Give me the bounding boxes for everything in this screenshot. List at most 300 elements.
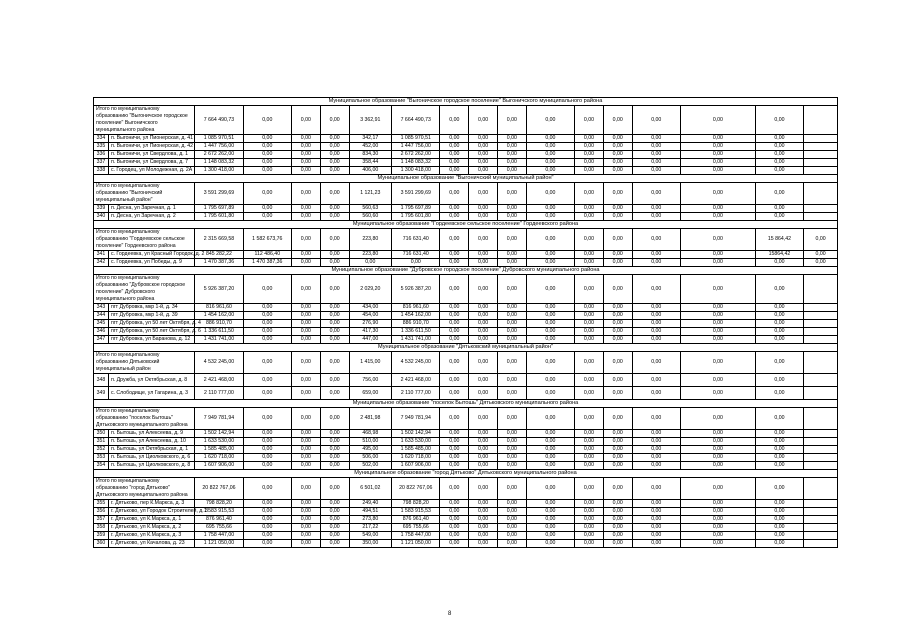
row-value: 273,80	[349, 516, 392, 524]
row-value: 659,00	[349, 387, 392, 400]
row-number: 341	[94, 251, 109, 259]
row-value: 0,00	[575, 312, 604, 320]
row-value	[804, 159, 838, 167]
summary-value	[804, 106, 838, 135]
summary-value: 0,00	[469, 229, 498, 251]
row-value: 0,00	[755, 374, 803, 387]
row-value: 0,00	[603, 135, 632, 143]
row-value: 0,00	[804, 259, 838, 267]
row-address: п. Выгоничи, ул Пионерская, д. 42	[108, 143, 194, 151]
row-value: 0,00	[497, 336, 526, 344]
row-value: 0,00	[575, 259, 604, 267]
row-value: 0,00	[575, 143, 604, 151]
row-value: 0,00	[320, 532, 349, 540]
row-value: 0,00	[497, 524, 526, 532]
row-value: 0,00	[755, 159, 803, 167]
row-value: 0,00	[603, 151, 632, 159]
row-value: 0,00	[291, 446, 320, 454]
row-value: 0,00	[243, 213, 291, 221]
summary-value: 0,00	[243, 352, 291, 374]
row-value: 0,00	[603, 205, 632, 213]
summary-value: 0,00	[632, 275, 680, 304]
section-title-row	[94, 470, 838, 478]
summary-value: 0,00	[680, 183, 755, 205]
summary-value: 0,00	[632, 352, 680, 374]
row-address: п. Бытошь, ул Октябрьская, д. 1	[108, 446, 194, 454]
row-value: 0,00	[680, 135, 755, 143]
row-value: 0,00	[349, 259, 392, 267]
row-address: пгт Дубровка, ул Баранова, д. 12	[108, 336, 194, 344]
table-row	[94, 135, 838, 143]
table-row	[94, 151, 838, 159]
summary-value: 0,00	[440, 275, 469, 304]
row-value	[804, 213, 838, 221]
row-value: 0,00	[575, 167, 604, 175]
row-value: 0,00	[632, 508, 680, 516]
row-value: 0,00	[603, 532, 632, 540]
row-value: 0,00	[440, 159, 469, 167]
row-value: 549,00	[349, 532, 392, 540]
summary-value: 0,00	[291, 478, 320, 500]
row-value: 0,00	[243, 500, 291, 508]
row-value: 0,00	[469, 430, 498, 438]
row-value: 2 672 262,00	[392, 151, 440, 159]
row-value: 0,00	[526, 508, 574, 516]
summary-value	[804, 408, 838, 430]
summary-label: Итого по муниципальному образованию "Гордеевское сельское поселение" Гордеевского района	[94, 229, 195, 251]
row-value: 0,00	[755, 532, 803, 540]
summary-label: Итого по муниципальному образованию Дятьковский муниципальный район	[94, 352, 195, 374]
row-value	[804, 328, 838, 336]
row-value: 2 672 262,00	[195, 151, 243, 159]
table-row	[94, 328, 838, 336]
section-summary-row	[94, 106, 838, 135]
section-summary-row	[94, 408, 838, 430]
row-value: 0,00	[603, 320, 632, 328]
row-value: 0,00	[526, 213, 574, 221]
row-value: 406,00	[349, 167, 392, 175]
table-row	[94, 312, 838, 320]
row-value: 0,00	[497, 328, 526, 336]
row-value: 0,00	[469, 540, 498, 548]
row-value: 0,00	[440, 151, 469, 159]
row-value: 0,00	[603, 446, 632, 454]
row-value: 0,00	[243, 320, 291, 328]
row-value: 0,00	[680, 167, 755, 175]
row-value: 0,00	[497, 430, 526, 438]
row-value: 0,00	[320, 454, 349, 462]
row-value: 2 110 777,00	[392, 387, 440, 400]
summary-value: 3 591 299,69	[392, 183, 440, 205]
row-value: 0,00	[320, 336, 349, 344]
row-value: 0,00	[243, 167, 291, 175]
row-value: 0,00	[526, 532, 574, 540]
row-value: 0,00	[603, 540, 632, 548]
row-value	[804, 143, 838, 151]
row-value	[804, 336, 838, 344]
summary-value: 0,00	[440, 106, 469, 135]
row-value	[804, 540, 838, 548]
row-value: 0,00	[291, 135, 320, 143]
summary-value: 0,00	[497, 183, 526, 205]
row-value: 1 470 387,36	[243, 259, 291, 267]
row-value: 1 121 050,00	[195, 540, 243, 548]
summary-value: 0,00	[526, 352, 574, 374]
row-value: 0,00	[392, 259, 440, 267]
row-address: г. Дятьково, ул К.Маркса, д. 2	[108, 524, 194, 532]
row-value: 0,00	[526, 304, 574, 312]
row-value	[804, 446, 838, 454]
row-value: 0,00	[497, 540, 526, 548]
summary-value: 0,00	[603, 275, 632, 304]
row-value: 494,51	[349, 508, 392, 516]
row-value: 0,00	[632, 516, 680, 524]
row-value: 0,00	[440, 213, 469, 221]
row-value: 1 795 601,80	[392, 213, 440, 221]
row-value: 0,00	[755, 462, 803, 470]
row-value: 0,00	[469, 151, 498, 159]
row-value: 0,00	[632, 151, 680, 159]
row-value: 0,00	[632, 446, 680, 454]
summary-value: 3 362,91	[349, 106, 392, 135]
row-value: 1 585 485,00	[195, 446, 243, 454]
summary-value: 0,00	[320, 229, 349, 251]
row-value: 0,00	[497, 516, 526, 524]
row-value: 0,00	[469, 524, 498, 532]
row-value: 0,00	[440, 500, 469, 508]
row-number: 350	[94, 430, 109, 438]
summary-value: 0,00	[575, 275, 604, 304]
row-value: 495,00	[349, 446, 392, 454]
row-value	[804, 532, 838, 540]
row-value: 0,00	[632, 312, 680, 320]
summary-value: 0,00	[603, 408, 632, 430]
summary-label: Итого по муниципальному образованию "поселок Бытошь" Дятьковского муниципального района	[94, 408, 195, 430]
row-value: 0,00	[320, 159, 349, 167]
row-value: 0,00	[320, 205, 349, 213]
summary-value: 0,00	[680, 229, 755, 251]
section-title-row	[94, 267, 838, 275]
row-value: 756,00	[349, 374, 392, 387]
row-value: 834,30	[349, 151, 392, 159]
row-value: 0,00	[680, 328, 755, 336]
row-value: 0,00	[575, 151, 604, 159]
row-value: 0,00	[440, 320, 469, 328]
row-value: 0,00	[575, 135, 604, 143]
row-address: п. Десна, ул Заречная, д. 2	[108, 213, 194, 221]
row-value: 0,00	[291, 213, 320, 221]
table-row	[94, 213, 838, 221]
row-value: 0,00	[526, 205, 574, 213]
row-value: 0,00	[680, 508, 755, 516]
row-value: 0,00	[440, 374, 469, 387]
row-value: 1 336 611,50	[195, 328, 243, 336]
row-value: 0,00	[243, 540, 291, 548]
row-value: 0,00	[575, 251, 604, 259]
summary-value: 0,00	[680, 352, 755, 374]
row-value: 0,00	[440, 205, 469, 213]
row-value: 0,00	[440, 454, 469, 462]
table-row	[94, 251, 838, 259]
row-value: 0,00	[243, 462, 291, 470]
section-title-row	[94, 400, 838, 408]
row-number: 339	[94, 205, 109, 213]
row-value: 112 486,40	[243, 251, 291, 259]
summary-value: 0,00	[291, 106, 320, 135]
row-number: 358	[94, 524, 109, 532]
row-value: 0,00	[526, 516, 574, 524]
row-value: 0,00	[575, 532, 604, 540]
row-value: 0,00	[243, 336, 291, 344]
row-value	[804, 135, 838, 143]
row-value: 0,00	[440, 304, 469, 312]
summary-value: 0,00	[497, 275, 526, 304]
row-value: 0,00	[755, 500, 803, 508]
row-number: 343	[94, 304, 109, 312]
row-value: 0,00	[320, 540, 349, 548]
row-value: 0,00	[440, 167, 469, 175]
row-value: 0,00	[755, 167, 803, 175]
row-value: 886 910,70	[195, 320, 243, 328]
row-value: 0,00	[755, 454, 803, 462]
row-value: 0,00	[575, 446, 604, 454]
summary-value: 0,00	[497, 229, 526, 251]
row-value: 0,00	[680, 500, 755, 508]
row-value: 0,00	[497, 500, 526, 508]
summary-value: 15 864,42	[755, 229, 803, 251]
section-title-row	[94, 175, 838, 183]
row-value: 1 336 611,50	[392, 328, 440, 336]
row-value: 1 470 387,36	[195, 259, 243, 267]
row-value: 0,00	[755, 438, 803, 446]
row-value: 249,40	[349, 500, 392, 508]
row-value: 0,00	[680, 430, 755, 438]
row-value: 0,00	[497, 312, 526, 320]
row-value: 0,00	[440, 462, 469, 470]
row-value: 0,00	[603, 143, 632, 151]
row-value	[804, 454, 838, 462]
row-value: 2 421 468,00	[392, 374, 440, 387]
row-value: 0,00	[497, 205, 526, 213]
row-value: 0,00	[755, 446, 803, 454]
summary-value: 0,00	[680, 275, 755, 304]
row-value: 0,00	[603, 251, 632, 259]
row-value: 0,00	[497, 213, 526, 221]
row-number: 337	[94, 159, 109, 167]
summary-label: Итого по муниципальному образованию "город Дятьково" Дятьковского муниципального района	[94, 478, 195, 500]
row-value: 0,00	[603, 524, 632, 532]
row-value: 0,00	[526, 438, 574, 446]
summary-value: 0,00	[243, 275, 291, 304]
summary-value: 0,00	[526, 229, 574, 251]
row-value: 0,00	[469, 135, 498, 143]
row-value: 0,00	[291, 336, 320, 344]
row-value: 447,00	[349, 336, 392, 344]
summary-value: 0,00	[243, 106, 291, 135]
row-value: 0,00	[603, 516, 632, 524]
row-value: 1 300 418,00	[392, 167, 440, 175]
row-value: 1 502 142,94	[195, 430, 243, 438]
section-summary-row	[94, 352, 838, 374]
row-value	[804, 304, 838, 312]
row-value: 0,00	[497, 167, 526, 175]
row-value: 0,00	[243, 508, 291, 516]
summary-value: 0,00	[755, 352, 803, 374]
row-value: 0,00	[526, 151, 574, 159]
row-value: 0,00	[632, 336, 680, 344]
section-title: Муниципальное образование "Дятьковский муниципальный район"	[94, 344, 838, 352]
summary-value: 0,00	[680, 478, 755, 500]
row-number: 353	[94, 454, 109, 462]
row-value: 0,00	[526, 159, 574, 167]
row-value: 0,00	[632, 143, 680, 151]
row-value: 0,00	[575, 516, 604, 524]
summary-value: 0,00	[469, 106, 498, 135]
row-value: 0,00	[755, 524, 803, 532]
row-value: 0,00	[755, 135, 803, 143]
row-value: 0,00	[243, 374, 291, 387]
summary-value: 0,00	[680, 408, 755, 430]
row-value: 0,00	[320, 508, 349, 516]
row-value: 0,00	[320, 167, 349, 175]
row-value: 0,00	[575, 159, 604, 167]
summary-value: 0,00	[320, 352, 349, 374]
row-value: 816 961,60	[392, 304, 440, 312]
summary-value: 0,00	[497, 408, 526, 430]
summary-value: 4 532 245,00	[195, 352, 243, 374]
row-value	[804, 430, 838, 438]
row-value	[804, 508, 838, 516]
row-number: 357	[94, 516, 109, 524]
row-number: 356	[94, 508, 109, 516]
row-address: пгт Дубровка, мкр 1-й, д. 39	[108, 312, 194, 320]
row-value: 0,00	[575, 462, 604, 470]
row-value: 0,00	[575, 500, 604, 508]
table-row	[94, 167, 838, 175]
row-value: 0,00	[469, 213, 498, 221]
summary-value: 0,00	[804, 229, 838, 251]
row-value: 0,00	[603, 438, 632, 446]
table-row	[94, 532, 838, 540]
row-value: 0,00	[469, 462, 498, 470]
summary-value: 0,00	[632, 408, 680, 430]
row-value: 0,00	[755, 336, 803, 344]
summary-value: 0,00	[291, 408, 320, 430]
summary-value: 0,00	[632, 229, 680, 251]
table-row	[94, 446, 838, 454]
table-row	[94, 259, 838, 267]
section-title: Муниципальное образование "Выгоничское городское поселение" Выгоничского муниципального района	[94, 98, 838, 106]
row-value: 454,00	[349, 312, 392, 320]
table-row	[94, 540, 838, 548]
row-value: 0,00	[632, 524, 680, 532]
row-value: 0,00	[440, 312, 469, 320]
summary-value: 5 926 387,20	[195, 275, 243, 304]
row-value: 0,00	[632, 159, 680, 167]
row-value: 0,00	[291, 500, 320, 508]
row-value: 0,00	[243, 312, 291, 320]
row-value: 0,00	[632, 462, 680, 470]
table-row	[94, 500, 838, 508]
row-value: 695 755,66	[392, 524, 440, 532]
row-value	[804, 524, 838, 532]
row-value: 0,00	[680, 540, 755, 548]
row-value: 0,00	[575, 454, 604, 462]
table-row	[94, 524, 838, 532]
summary-value: 0,00	[603, 478, 632, 500]
row-value: 1 085 970,51	[195, 135, 243, 143]
row-value: 0,00	[469, 387, 498, 400]
row-value: 502,00	[349, 462, 392, 470]
row-value: 0,00	[526, 328, 574, 336]
summary-value: 0,00	[469, 275, 498, 304]
row-value: 452,00	[349, 143, 392, 151]
row-value: 0,00	[291, 312, 320, 320]
row-address: пгт Дубровка, мкр 1-й, д. 34	[108, 304, 194, 312]
row-value: 0,00	[603, 328, 632, 336]
row-value: 350,00	[349, 540, 392, 548]
row-value: 342,17	[349, 135, 392, 143]
row-value: 560,60	[349, 213, 392, 221]
row-value: 0,00	[320, 374, 349, 387]
summary-value: 2 315 669,58	[195, 229, 243, 251]
row-value: 1 607 906,00	[195, 462, 243, 470]
row-value: 0,00	[526, 524, 574, 532]
row-value: 0,00	[632, 387, 680, 400]
summary-value: 0,00	[497, 478, 526, 500]
row-value: 695 755,66	[195, 524, 243, 532]
summary-label: Итого по муниципальному образованию "Выгоничский муниципальный район"	[94, 183, 195, 205]
row-value: 0,00	[632, 374, 680, 387]
row-value	[804, 462, 838, 470]
row-number: 346	[94, 328, 109, 336]
row-value: 0,00	[755, 151, 803, 159]
row-value	[804, 151, 838, 159]
row-value: 0,00	[469, 532, 498, 540]
row-address: г. Дятьково, ул К.Маркса, д. 1	[108, 516, 194, 524]
row-value: 2 110 777,00	[195, 387, 243, 400]
row-value: 0,00	[497, 251, 526, 259]
row-value: 0,00	[469, 328, 498, 336]
row-value: 0,00	[291, 304, 320, 312]
summary-value: 0,00	[526, 275, 574, 304]
row-value: 434,00	[349, 304, 392, 312]
row-value: 0,00	[575, 213, 604, 221]
row-value: 217,22	[349, 524, 392, 532]
row-value: 1 431 741,00	[195, 336, 243, 344]
row-value: 0,00	[291, 540, 320, 548]
section-summary-row	[94, 229, 838, 251]
row-value: 0,00	[469, 205, 498, 213]
row-value: 886 910,70	[392, 320, 440, 328]
row-value: 0,00	[497, 438, 526, 446]
summary-value	[804, 275, 838, 304]
row-value: 0,00	[526, 320, 574, 328]
section-summary-row	[94, 478, 838, 500]
row-value: 0,00	[526, 374, 574, 387]
section-title: Муниципальное образование "город Дятьково" Дятьковского муниципального района	[94, 470, 838, 478]
summary-value: 1 121,23	[349, 183, 392, 205]
summary-value: 0,00	[320, 106, 349, 135]
summary-value: 0,00	[526, 106, 574, 135]
summary-value: 7 949 781,94	[195, 408, 243, 430]
summary-value: 0,00	[320, 408, 349, 430]
row-value: 0,00	[469, 508, 498, 516]
row-value	[804, 312, 838, 320]
summary-value: 0,00	[575, 106, 604, 135]
summary-value: 0,00	[440, 408, 469, 430]
row-value: 0,00	[291, 454, 320, 462]
